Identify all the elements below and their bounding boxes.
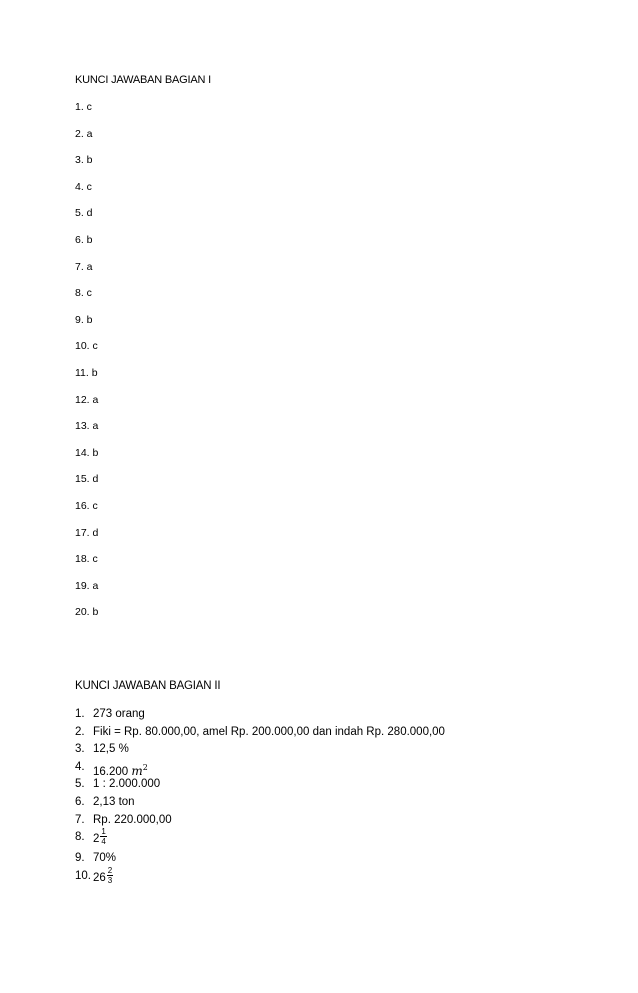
list-item <box>75 851 117 869</box>
list-item <box>75 742 129 760</box>
item-number: 3. <box>75 743 85 756</box>
fraction-denominator: 4 <box>101 837 106 847</box>
list-item: 10. c <box>75 340 98 353</box>
list-item <box>75 725 445 743</box>
item-answer: 1 : 2.000.000 <box>93 778 161 791</box>
unit-symbol: m <box>131 763 143 778</box>
item-answer: Fiki = Rp. 80.000,00, amel Rp. 200.000,00 dan indah Rp. 280.000,00 <box>93 725 445 738</box>
list-item <box>75 777 161 795</box>
item-answer: Rp. 220.000,00 <box>93 813 172 826</box>
list-item: 13. a <box>75 420 99 433</box>
list-item: 19. a <box>75 579 99 592</box>
fraction <box>100 828 106 846</box>
list-item <box>75 760 148 778</box>
list-item: 9. b <box>75 313 93 326</box>
item-number: 9. <box>75 852 85 865</box>
list-item <box>75 795 135 813</box>
item-number: 2. <box>75 725 85 738</box>
item-number: 5. <box>75 778 85 791</box>
list-item <box>75 813 172 831</box>
item-number: 8. <box>75 831 85 844</box>
item-answer: 70% <box>93 852 117 865</box>
list-item: 7. a <box>75 260 93 273</box>
mixed-number-whole: 2 <box>93 833 100 846</box>
list-item: 4. c <box>75 180 92 193</box>
item-number: 10. <box>75 869 91 882</box>
list-item: 5. d <box>75 207 93 220</box>
fraction-numerator: 2 <box>107 865 113 875</box>
list-item: 18. c <box>75 553 98 566</box>
list-item: 17. d <box>75 526 99 539</box>
section-1-answer-list <box>75 101 98 633</box>
list-item: 8. c <box>75 287 92 300</box>
section-2-answer-list <box>75 707 445 890</box>
section-1-title: KUNCI JAWABAN BAGIAN I <box>75 74 211 86</box>
area-value: 16.200 <box>93 765 129 778</box>
list-item: 11. b <box>75 366 98 379</box>
list-item: 3. b <box>75 154 93 167</box>
unit-exponent: 2 <box>142 762 148 772</box>
area-unit <box>131 764 147 778</box>
mixed-number-whole: 26 <box>93 871 106 884</box>
list-item: 20. b <box>75 606 99 619</box>
list-item: 6. b <box>75 233 93 246</box>
list-item: 12. a <box>75 393 99 406</box>
item-number: 6. <box>75 795 85 808</box>
fraction-numerator: 1 <box>101 827 106 837</box>
list-item <box>75 865 113 890</box>
item-number: 7. <box>75 813 85 826</box>
item-number: 4. <box>75 760 85 773</box>
section-2-title: KUNCI JAWABAN BAGIAN II <box>75 680 221 692</box>
list-item <box>75 827 106 851</box>
list-item <box>75 707 145 725</box>
item-answer: 273 orang <box>93 708 145 720</box>
list-item: 14. b <box>75 446 99 459</box>
item-number: 1. <box>75 708 85 720</box>
list-item: 2. a <box>75 127 93 140</box>
item-answer <box>93 865 113 887</box>
fraction-denominator: 3 <box>107 875 113 885</box>
item-answer: 2,13 ton <box>93 795 135 808</box>
item-answer: 12,5 % <box>93 743 129 756</box>
fraction <box>107 867 113 885</box>
list-item: 15. d <box>75 473 99 486</box>
list-item: 1. c <box>75 101 92 113</box>
item-answer <box>93 827 107 848</box>
list-item: 16. c <box>75 499 98 512</box>
